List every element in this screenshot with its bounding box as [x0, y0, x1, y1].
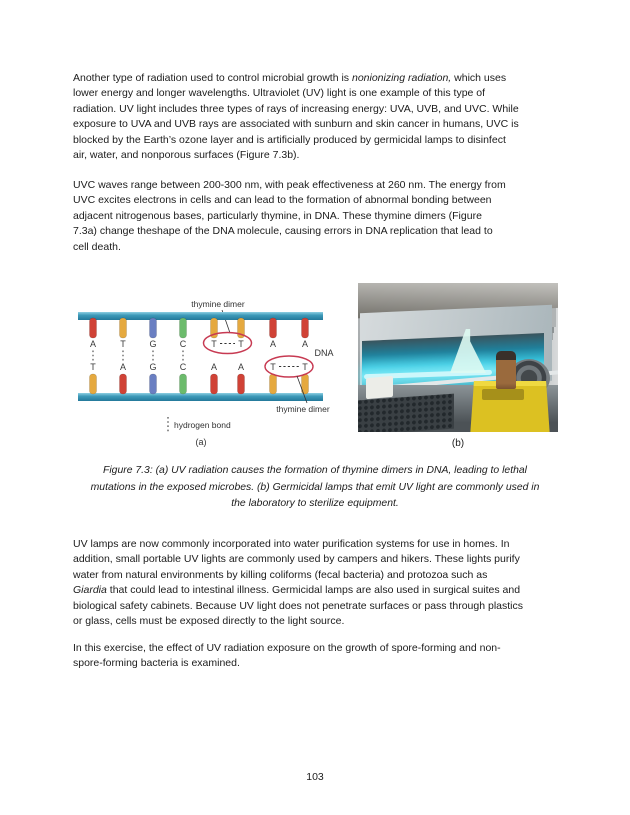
text-line: lower energy and longer wavelengths. Ultraviolet (UV) light is one example of this type of — [73, 87, 486, 100]
base-letter: T — [90, 362, 96, 372]
base-bar-bottom — [180, 374, 187, 394]
text-line: or glass, cells must be exposed directly to the light source. — [73, 615, 345, 628]
base-letter: T — [211, 339, 217, 349]
text-line: Another type of radiation used to control microbial growth is nonionizing radiation, which uses — [73, 72, 507, 84]
thymine-dimer-label-bottom: thymine dimer — [276, 404, 330, 414]
base-bar-bottom — [238, 374, 245, 394]
text-line: water from natural environments by killing coliforms (fecal bacteria) and protozoa such as — [73, 568, 488, 581]
text-line: adjacent nitrogenous bases, particularly thymine, in DNA. These thymine dimers (Figure — [73, 209, 482, 222]
dna-strand-top — [78, 312, 323, 320]
thymine-dimer-label-top: thymine dimer — [191, 299, 245, 309]
figure-caption — [63, 463, 567, 513]
base-letter: A — [210, 362, 218, 372]
text-line: addition, small portable UV lights are commonly used by campers and hikers. These lights purify — [73, 553, 520, 566]
page-number: 103 — [306, 771, 324, 783]
base-letter: T — [270, 362, 276, 372]
base-letter: T — [302, 362, 308, 372]
base-letter: C — [179, 339, 187, 349]
base-bar-bottom — [211, 374, 218, 394]
paragraph-uvc — [73, 178, 565, 255]
base-bar-top — [180, 318, 187, 338]
text-line: radiation. UV light includes three types of rays of increasing energy: UVA, UVB, and UVC. While — [73, 102, 519, 115]
text-line: UV lamps are now commonly incorporated into water purification systems for use in homes. In — [73, 538, 510, 550]
base-letter: A — [237, 362, 245, 372]
base-letter: A — [119, 362, 127, 372]
base-letter: C — [179, 362, 187, 372]
perforated-grille — [358, 394, 454, 432]
base-letter: G — [149, 339, 157, 349]
text-line: 7.3a) change theshape of the DNA molecule, causing errors in DNA replication that lead to — [73, 225, 493, 238]
text-line: exposure to UVA and UVB rays are associated with sunburn and skin cancer in humans, UVC is — [73, 118, 519, 131]
dna-strand-bottom — [78, 393, 323, 401]
white-box — [366, 376, 393, 399]
figure-a-dna-diagram — [60, 282, 340, 452]
text-line: UVC excites electrons in cells and can lead to the formation of abnormal bonding between — [73, 194, 492, 207]
base-bar-top — [302, 318, 309, 338]
base-bar-bottom — [150, 374, 157, 394]
text-line: cell death. — [73, 240, 121, 253]
text-line: In this exercise, the effect of UV radiation exposure on the growth of spore-forming and non- — [73, 642, 501, 654]
base-bar-bottom — [120, 374, 127, 394]
figure-b-photo — [358, 283, 558, 432]
figure-a-label: (a) — [195, 437, 207, 447]
base-bar-bottom — [270, 374, 277, 394]
text-line: spore-forming bacteria is examined. — [73, 657, 240, 670]
base-letter: T — [238, 339, 244, 349]
base-letter: G — [149, 362, 157, 372]
paragraph-uses — [73, 537, 565, 629]
text-line: mutations in the exposed microbes. (b) Germicidal lamps that emit UV light are commonly used in — [90, 481, 540, 493]
base-bar-top — [270, 318, 277, 338]
base-bar-top — [120, 318, 127, 338]
figure-b-label: (b) — [451, 438, 465, 449]
dna-label: DNA — [314, 348, 334, 358]
text-line: Giardia that could lead to intestinal illness. Germicidal lamps are also used in surgical suites and — [73, 584, 521, 597]
base-letter: T — [120, 339, 126, 349]
base-letter: A — [269, 339, 277, 349]
brown-bottle — [496, 351, 516, 389]
crate-handle-slot — [482, 389, 524, 400]
base-letter: A — [301, 339, 309, 349]
text-line: Figure 7.3: (a) UV radiation causes the formation of thymine dimers in DNA, leading to lethal — [103, 465, 527, 476]
base-bar-top — [150, 318, 157, 338]
text-line: air, water, and nonporous surfaces (Figure 7.3b). — [73, 149, 300, 162]
base-bar-bottom — [90, 374, 97, 394]
paragraph-intro — [73, 71, 565, 163]
base-letter: A — [89, 339, 97, 349]
text-line: the laboratory to sterilize equipment. — [231, 498, 399, 510]
hydrogen-bond-legend: hydrogen bond — [174, 420, 231, 430]
text-line: UVC waves range between 200-300 nm, with peak effectiveness at 260 nm. The energy from — [73, 179, 506, 191]
base-bar-top — [90, 318, 97, 338]
text-line: biological safety cabinets. Because UV light does not penetrate surfaces or pass through plastics — [73, 599, 524, 612]
text-line: blocked by the Earth’s ozone layer and is artificially produced by germicidal lamps to disinfect — [73, 133, 506, 146]
paragraph-exercise — [73, 641, 565, 672]
